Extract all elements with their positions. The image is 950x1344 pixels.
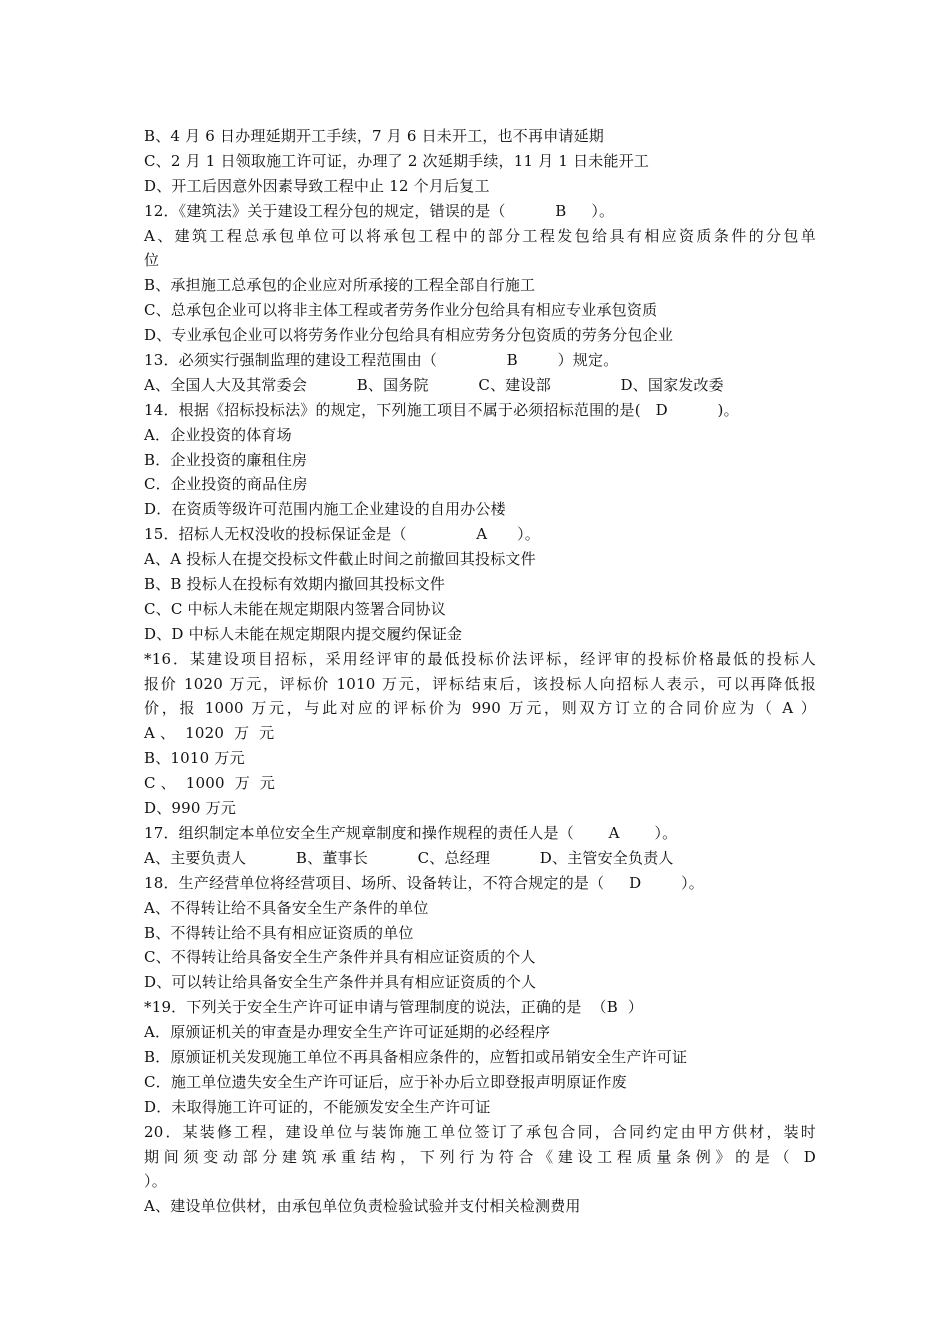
- text-line: *16．某建设项目招标，采用经评审的最低投标价法评标，经评审的投标价格最低的投标人: [144, 649, 816, 668]
- text-line: D．未取得施工许可证的，不能颁发安全生产许可证: [144, 1097, 491, 1116]
- text-line: D、D 中标人未能在规定期限内提交履约保证金: [144, 624, 463, 643]
- text-line: A、A 投标人在提交投标文件截止时间之前撤回其投标文件: [144, 550, 536, 569]
- text-line: 期间须变动部分建筑承重结构，下列行为符合《建设工程质量条例》的是（ D: [144, 1147, 816, 1166]
- text-line: B．企业投资的廉租住房: [144, 450, 308, 469]
- text-line: C、2 月 1 日领取施工许可证，办理了 2 次延期手续，11 月 1 日未能开工: [144, 151, 650, 170]
- text-line: A、全国人大及其常委会 B、国务院 C、建设部 D、国家发改委: [144, 375, 724, 394]
- text-line: D、可以转让给具备安全生产条件并具有相应证资质的个人: [144, 973, 537, 992]
- text-line: A．原颁证机关的审查是办理安全生产许可证延期的必经程序: [144, 1023, 551, 1042]
- text-line: A．企业投资的体育场: [144, 425, 292, 444]
- text-line: A、主要负责人 B、董事长 C、总经理 D、主管安全负责人: [144, 848, 674, 867]
- text-line: B、不得转让给不具有相应证资质的单位: [144, 923, 414, 942]
- text-line: 17．组织制定本单位安全生产规章制度和操作规程的责任人是（ A ）。: [144, 823, 678, 842]
- text-line: C、不得转让给具备安全生产条件并具有相应证资质的个人: [144, 948, 536, 967]
- text-line: A、建筑工程总承包单位可以将承包工程中的部分工程发包给具有相应资质条件的分包单: [144, 226, 816, 245]
- text-line: C．企业投资的商品住房: [144, 475, 308, 494]
- text-line: 20．某装修工程，建设单位与装饰施工单位签订了承包合同，合同约定由甲方供材，装时: [144, 1122, 816, 1141]
- text-line: 报价 1020 万元，评标价 1010 万元，评标结束后，该投标人向招标人表示，可以再降低报: [144, 674, 816, 693]
- text-line: C．施工单位遗失安全生产许可证后，应于补办后立即登报声明原证作废: [144, 1072, 627, 1091]
- text-line: 12．《建筑法》关于建设工程分包的规定，错误的是（ B ）。: [144, 201, 615, 220]
- text-line: B、1010 万元: [144, 749, 245, 768]
- text-line: 18．生产经营单位将经营项目、场所、设备转让，不符合规定的是（ D ）。: [144, 873, 705, 892]
- text-line: D、990 万元: [144, 799, 237, 818]
- text-line: 价，报 1000 万元，与此对应的评标价为 990 万元，则双方订立的合同价应为（ A ）: [144, 699, 816, 718]
- text-line: A、建设单位供材，由承包单位负责检验试验并支付相关检测费用: [144, 1197, 581, 1216]
- text-line: *19．下列关于安全生产许可证申请与管理制度的说法，正确的是 （B ）: [144, 998, 644, 1017]
- text-line: B、4 月 6 日办理延期开工手续，7 月 6 日未开工，也不再申请延期: [144, 127, 605, 145]
- text-line: D、开工后因意外因素导致工程中止 12 个月后复工: [144, 176, 490, 195]
- text-line: B、B 投标人在投标有效期内撤回其投标文件: [144, 575, 446, 594]
- text-line: D、专业承包企业可以将劳务作业分包给具有相应劳务分包资质的劳务分包企业: [144, 326, 674, 345]
- text-line: 13．必须实行强制监理的建设工程范围由（ B ）规定。: [144, 351, 619, 370]
- text-line: B．原颁证机关发现施工单位不再具备相应条件的，应暂扣或吊销安全生产许可证: [144, 1047, 688, 1066]
- text-line: 位: [144, 251, 160, 270]
- text-line: A、不得转让给不具备安全生产条件的单位: [144, 898, 429, 917]
- text-line: C、C 中标人未能在规定期限内签署合同协议: [144, 599, 446, 618]
- text-line: C、总承包企业可以将非主体工程或者劳务作业分包给具有相应专业承包资质: [144, 301, 658, 320]
- text-line: C 、 1000 万 元: [144, 774, 276, 793]
- text-line: 14．根据《招标投标法》的规定，下列施工项目不属于必须招标范围的是( D )。: [144, 400, 739, 419]
- text-line: A 、 1020 万 元: [144, 724, 275, 743]
- text-line: ）。: [144, 1172, 167, 1191]
- text-line: 15．招标人无权没收的投标保证金是（ A ）。: [144, 525, 540, 544]
- document-body: [144, 124, 816, 1219]
- text-line: B、承担施工总承包的企业应对所承接的工程全部自行施工: [144, 276, 536, 295]
- text-line: D．在资质等级许可范围内施工企业建设的自用办公楼: [144, 500, 506, 519]
